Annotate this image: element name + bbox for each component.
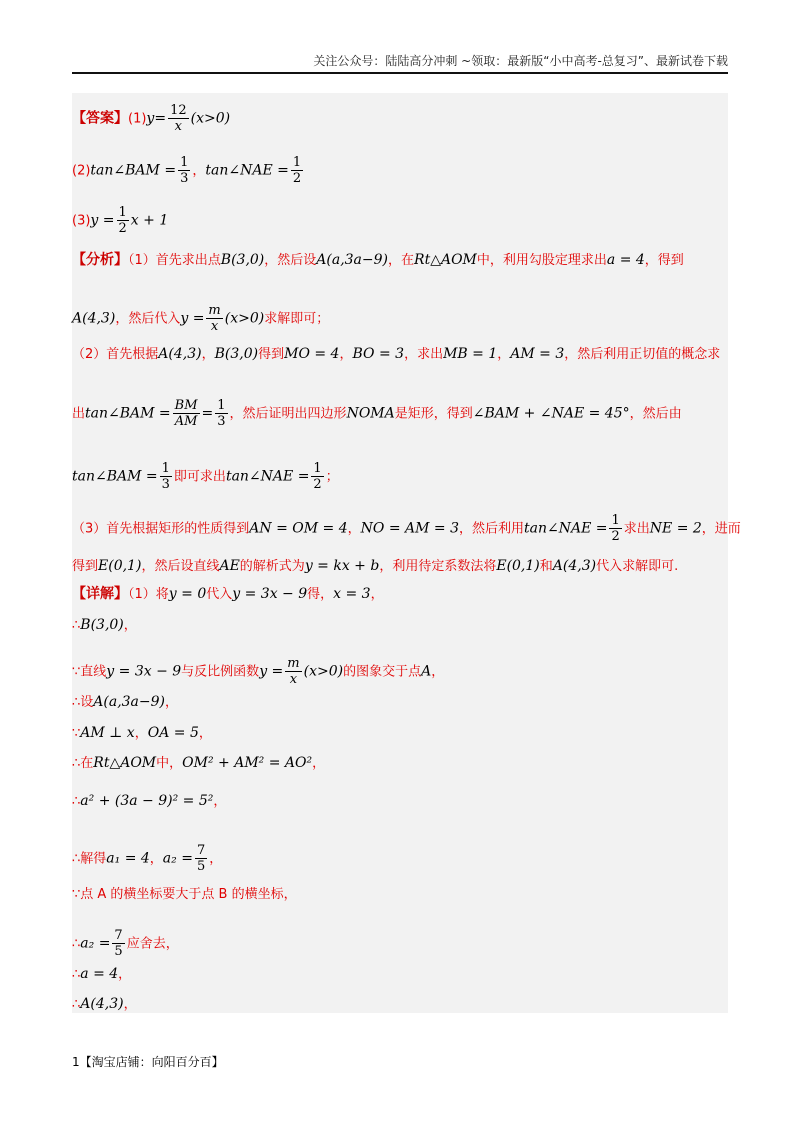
content-area — [72, 93, 741, 1013]
answer-line-1: 【答案】(1)y= $\frac{12}{x}$ (x>0) — [72, 103, 231, 134]
fraction: $\frac{1}{2}$ — [292, 155, 302, 186]
detail-line-8: ∴解得a₁ = 4，a₂ = $\frac{7}{5}$ ， — [72, 843, 223, 874]
detail-tag: 【详解】 — [72, 586, 128, 602]
analysis-line-7: 得到E(0,1)，然后设直线AE的解析式为y = kx + b，利用待定系数法将E(0,1)和A(4,3)代入求解即可. — [72, 558, 679, 574]
header-rule — [72, 72, 728, 74]
fraction: $\frac{1}{3}$ — [161, 461, 170, 492]
detail-line-7: ∴a² + (3a − 9)² = 5²， — [72, 793, 227, 809]
detail-line-10: ∴a₂ = $\frac{7}{5}$ 应舍去， — [72, 928, 179, 959]
answer-line-2: (2)tan∠BAM = $\frac{1}{3}$ ，tan∠NAE = $\frac{1}{2}$ — [72, 155, 302, 186]
fraction: $\frac{1}{2}$ — [611, 513, 620, 544]
detail-line-5: ∵AM ⊥ x，OA = 5， — [72, 725, 212, 741]
detail-line-2: ∴B(3,0)， — [72, 617, 137, 633]
analysis-line-4: 出tan∠BAM = $\frac{BM}{AM}$ = $\frac{1}{3}$ ，然后证明出四边形NOMA是矩形，得到∠BAM + ∠NAE = 45°，然后由 — [72, 398, 682, 429]
page-footer: 1【淘宝店铺：向阳百分百】 — [72, 1055, 224, 1069]
analysis-line-3: （2）首先根据A(4,3)，B(3,0)得到MO = 4，BO = 3，求出MB = 1，AM = 3，然后利用正切值的概念求 — [72, 346, 721, 362]
fraction: $\frac{1}{2}$ — [118, 205, 127, 236]
fraction: $\frac{1}{3}$ — [180, 155, 189, 186]
fraction: $\frac{7}{5}$ — [196, 843, 206, 874]
analysis-line-1: 【分析】（1）首先求出点B(3,0)，然后设A(a,3a−9)，在Rt△AOM中，利用勾股定理求出a = 4，得到 — [72, 252, 684, 268]
fraction: $\frac{1}{2}$ — [313, 461, 322, 492]
answer-tag: 【答案】 — [72, 110, 128, 127]
analysis-line-5: tan∠BAM = $\frac{1}{3}$ 即可求出tan∠NAE = $\frac{1}{2}$ ； — [72, 461, 339, 492]
detail-line-6: ∴在Rt△AOM中，OM² + AM² = AO²， — [72, 755, 326, 771]
fraction: $\frac{BM}{AM}$ — [174, 398, 198, 429]
fraction: $\frac{7}{5}$ — [114, 928, 123, 959]
analysis-line-6: （3）首先根据矩形的性质得到AN = OM = 4，NO = AM = 3，然后利用tan∠NAE = $\frac{1}{2}$ 求出NE = 2，进而 — [72, 513, 741, 544]
detail-line-9: ∵点 A 的横坐标要大于点 B 的横坐标， — [72, 887, 297, 902]
analysis-line-2: A(4,3)，然后代入y = $\frac{m}{x}$ (x>0)求解即可； — [72, 303, 330, 334]
detail-line-1: 【详解】（1）将y = 0代入y = 3x − 9得，x = 3， — [72, 586, 384, 602]
page-header: 关注公众号：陆陆高分冲刺 ~领取：最新版“小中高考-总复习”、最新试卷下载 — [313, 54, 728, 68]
detail-line-3: ∵直线y = 3x − 9与反比例函数y = $\frac{m}{x}$ (x>0)的图象交于点A， — [72, 656, 445, 687]
analysis-tag: 【分析】 — [72, 252, 128, 268]
fraction: $\frac{m}{x}$ — [287, 656, 300, 687]
fraction: $\frac{12}{x}$ — [170, 103, 187, 134]
detail-line-11: ∴a = 4， — [72, 966, 132, 982]
detail-line-4: ∴设A(a,3a−9)， — [72, 694, 179, 710]
fraction: $\frac{1}{3}$ — [217, 398, 226, 429]
detail-line-12: ∴A(4,3)， — [72, 996, 137, 1012]
answer-line-3: (3)y = $\frac{1}{2}$ x + 1 — [72, 205, 169, 236]
fraction: $\frac{m}{x}$ — [208, 303, 221, 334]
